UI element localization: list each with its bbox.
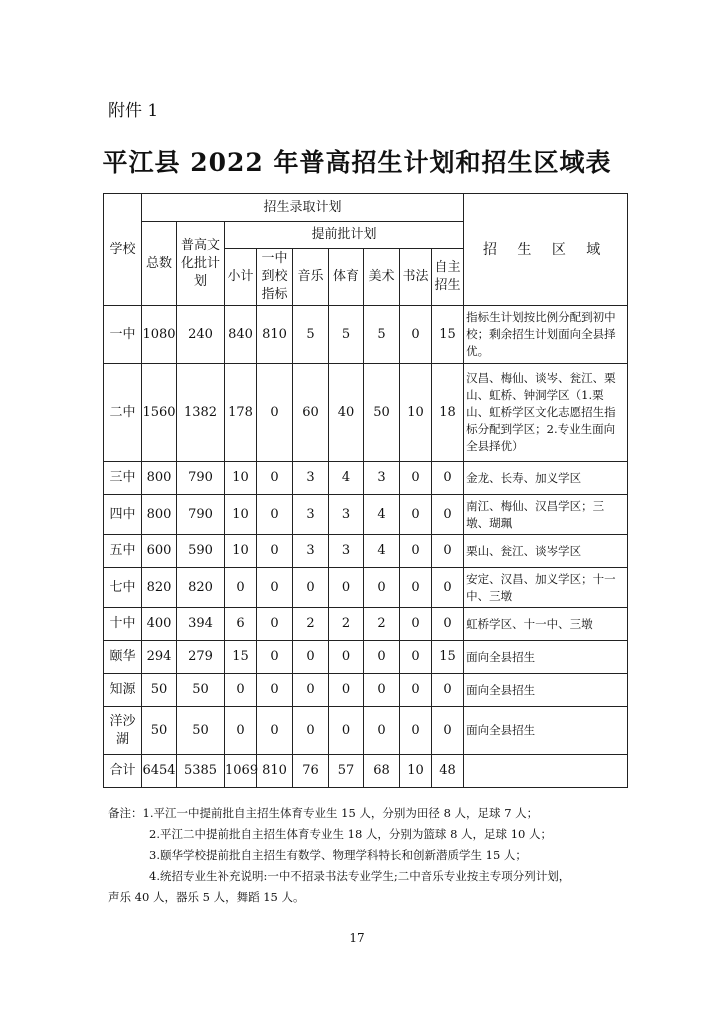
cell-quota: 0	[257, 364, 293, 462]
cell-quota: 810	[257, 306, 293, 364]
attachment-label: 附件 1	[108, 101, 159, 121]
table-row	[104, 364, 628, 462]
cell-school: 二中	[104, 364, 142, 462]
cell-subtotal: 840	[225, 306, 257, 364]
cell-pe: 5	[329, 306, 364, 364]
cell-general: 790	[177, 462, 225, 495]
cell-music: 76	[293, 755, 329, 788]
cell-quota: 0	[257, 462, 293, 495]
cell-art: 50	[364, 364, 400, 462]
cell-self: 0	[432, 707, 464, 755]
note-line: 备注：1.平江一中提前批自主招生体育专业生 15 人，分别为田径 8 人，足球 7 人；	[108, 806, 539, 820]
cell-pe: 0	[329, 641, 364, 674]
cell-school: 十中	[104, 608, 142, 641]
cell-art: 0	[364, 707, 400, 755]
cell-school: 七中	[104, 568, 142, 608]
table-row	[104, 306, 628, 364]
cell-total: 1560	[142, 364, 177, 462]
cell-pe: 4	[329, 462, 364, 495]
cell-region: 南江、梅仙、汉昌学区；三墩、瑚珮	[464, 495, 628, 535]
cell-region: 面向全县招生	[464, 641, 628, 674]
cell-total: 600	[142, 535, 177, 568]
note-line: 2.平江二中提前批自主招生体育专业生 18 人，分别为篮球 8 人，足球 10 人；	[149, 827, 552, 841]
cell-calligraphy: 0	[400, 568, 432, 608]
table-row	[104, 462, 628, 495]
cell-subtotal: 6	[225, 608, 257, 641]
cell-art: 0	[364, 674, 400, 707]
cell-school: 颐华	[104, 641, 142, 674]
cell-art: 0	[364, 641, 400, 674]
cell-pe: 0	[329, 568, 364, 608]
cell-general: 820	[177, 568, 225, 608]
cell-calligraphy: 0	[400, 707, 432, 755]
cell-school: 五中	[104, 535, 142, 568]
cell-subtotal: 0	[225, 568, 257, 608]
document-title: 平江县 2022 年普高招生计划和招生区域表	[102, 148, 612, 177]
cell-calligraphy: 10	[400, 364, 432, 462]
cell-music: 2	[293, 608, 329, 641]
cell-calligraphy: 0	[400, 306, 432, 364]
notes	[108, 803, 628, 908]
cell-calligraphy: 0	[400, 495, 432, 535]
header-subtotal: 小计	[225, 249, 257, 306]
cell-art: 4	[364, 495, 400, 535]
cell-self: 0	[432, 495, 464, 535]
table-row	[104, 674, 628, 707]
cell-general: 394	[177, 608, 225, 641]
cell-calligraphy: 0	[400, 641, 432, 674]
cell-subtotal: 10	[225, 462, 257, 495]
table-row	[104, 568, 628, 608]
cell-total: 294	[142, 641, 177, 674]
cell-pe: 0	[329, 707, 364, 755]
header-music: 音乐	[293, 249, 329, 306]
cell-general: 790	[177, 495, 225, 535]
page-number: 17	[349, 931, 365, 945]
cell-subtotal: 178	[225, 364, 257, 462]
cell-pe: 3	[329, 495, 364, 535]
cell-school: 洋沙湖	[104, 707, 142, 755]
header-total: 总数	[142, 222, 177, 306]
cell-general: 240	[177, 306, 225, 364]
cell-calligraphy: 10	[400, 755, 432, 788]
cell-total: 800	[142, 495, 177, 535]
cell-pe: 3	[329, 535, 364, 568]
cell-music: 3	[293, 495, 329, 535]
header-self: 自主招生	[432, 249, 464, 306]
cell-music: 3	[293, 535, 329, 568]
cell-calligraphy: 0	[400, 674, 432, 707]
cell-music: 0	[293, 707, 329, 755]
header-early-group: 提前批计划	[225, 222, 464, 249]
cell-self: 0	[432, 535, 464, 568]
note-line: 4.统招专业生补充说明:一中不招录书法专业学生;二中音乐专业按主专项分列计划，	[149, 869, 571, 883]
cell-art: 2	[364, 608, 400, 641]
cell-quota: 810	[257, 755, 293, 788]
header-school: 学校	[104, 194, 142, 306]
cell-self: 15	[432, 641, 464, 674]
cell-total: 6454	[142, 755, 177, 788]
cell-region: 栗山、瓮江、谈岑学区	[464, 535, 628, 568]
header-yizhong-quota: 一中到校指标	[257, 249, 293, 306]
header-pe: 体育	[329, 249, 364, 306]
header-art: 美术	[364, 249, 400, 306]
cell-region: 金龙、长寿、加义学区	[464, 462, 628, 495]
table-row	[104, 608, 628, 641]
cell-subtotal: 0	[225, 674, 257, 707]
cell-total: 1080	[142, 306, 177, 364]
cell-region	[464, 755, 628, 788]
cell-pe: 0	[329, 674, 364, 707]
table-row	[104, 641, 628, 674]
cell-pe: 40	[329, 364, 364, 462]
cell-self: 0	[432, 674, 464, 707]
header-region: 招 生 区 域	[464, 194, 628, 306]
cell-region: 面向全县招生	[464, 707, 628, 755]
cell-quota: 0	[257, 707, 293, 755]
cell-self: 0	[432, 462, 464, 495]
cell-quota: 0	[257, 608, 293, 641]
cell-music: 3	[293, 462, 329, 495]
cell-music: 5	[293, 306, 329, 364]
cell-general: 590	[177, 535, 225, 568]
note-line: 3.颐华学校提前批自主招生有数学、物理学科特长和创新潜质学生 15 人；	[149, 848, 527, 862]
cell-general: 279	[177, 641, 225, 674]
cell-subtotal: 15	[225, 641, 257, 674]
cell-region: 指标生计划按比例分配到初中校；剩余招生计划面向全县择优。	[464, 306, 628, 364]
cell-quota: 0	[257, 535, 293, 568]
cell-school: 四中	[104, 495, 142, 535]
cell-general: 50	[177, 707, 225, 755]
cell-music: 0	[293, 568, 329, 608]
cell-region: 虹桥学区、十一中、三墩	[464, 608, 628, 641]
cell-total: 800	[142, 462, 177, 495]
cell-school: 知源	[104, 674, 142, 707]
cell-art: 0	[364, 568, 400, 608]
table-row	[104, 495, 628, 535]
cell-self: 15	[432, 306, 464, 364]
cell-music: 0	[293, 641, 329, 674]
note-line: 声乐 40 人，器乐 5 人，舞蹈 15 人。	[108, 890, 305, 904]
cell-total: 50	[142, 707, 177, 755]
cell-subtotal: 1069	[225, 755, 257, 788]
header-general: 普高文化批计划	[177, 222, 225, 306]
cell-art: 4	[364, 535, 400, 568]
cell-music: 0	[293, 674, 329, 707]
cell-self: 18	[432, 364, 464, 462]
table-row	[104, 755, 628, 788]
cell-total: 400	[142, 608, 177, 641]
header-plan-group: 招生录取计划	[142, 194, 464, 222]
cell-general: 1382	[177, 364, 225, 462]
cell-calligraphy: 0	[400, 608, 432, 641]
cell-self: 0	[432, 568, 464, 608]
cell-music: 60	[293, 364, 329, 462]
table-row	[104, 535, 628, 568]
cell-subtotal: 10	[225, 535, 257, 568]
cell-self: 48	[432, 755, 464, 788]
cell-calligraphy: 0	[400, 535, 432, 568]
cell-school: 一中	[104, 306, 142, 364]
cell-pe: 57	[329, 755, 364, 788]
cell-art: 3	[364, 462, 400, 495]
cell-region: 安定、汉昌、加义学区；十一中、三墩	[464, 568, 628, 608]
table-row	[104, 707, 628, 755]
cell-quota: 0	[257, 568, 293, 608]
cell-art: 68	[364, 755, 400, 788]
cell-quota: 0	[257, 641, 293, 674]
cell-subtotal: 0	[225, 707, 257, 755]
cell-general: 50	[177, 674, 225, 707]
cell-quota: 0	[257, 674, 293, 707]
cell-art: 5	[364, 306, 400, 364]
cell-general: 5385	[177, 755, 225, 788]
cell-calligraphy: 0	[400, 462, 432, 495]
cell-region: 面向全县招生	[464, 674, 628, 707]
cell-region: 汉昌、梅仙、谈岑、瓮江、栗山、虹桥、钟洞学区（1.栗山、虹桥学区文化志愿招生指标分配到学区；2.专业生面向全县择优）	[464, 364, 628, 462]
enrollment-table	[103, 193, 628, 788]
cell-school: 三中	[104, 462, 142, 495]
cell-total: 50	[142, 674, 177, 707]
header-calligraphy: 书法	[400, 249, 432, 306]
cell-total: 820	[142, 568, 177, 608]
cell-school: 合计	[104, 755, 142, 788]
cell-pe: 2	[329, 608, 364, 641]
cell-self: 0	[432, 608, 464, 641]
cell-subtotal: 10	[225, 495, 257, 535]
cell-quota: 0	[257, 495, 293, 535]
